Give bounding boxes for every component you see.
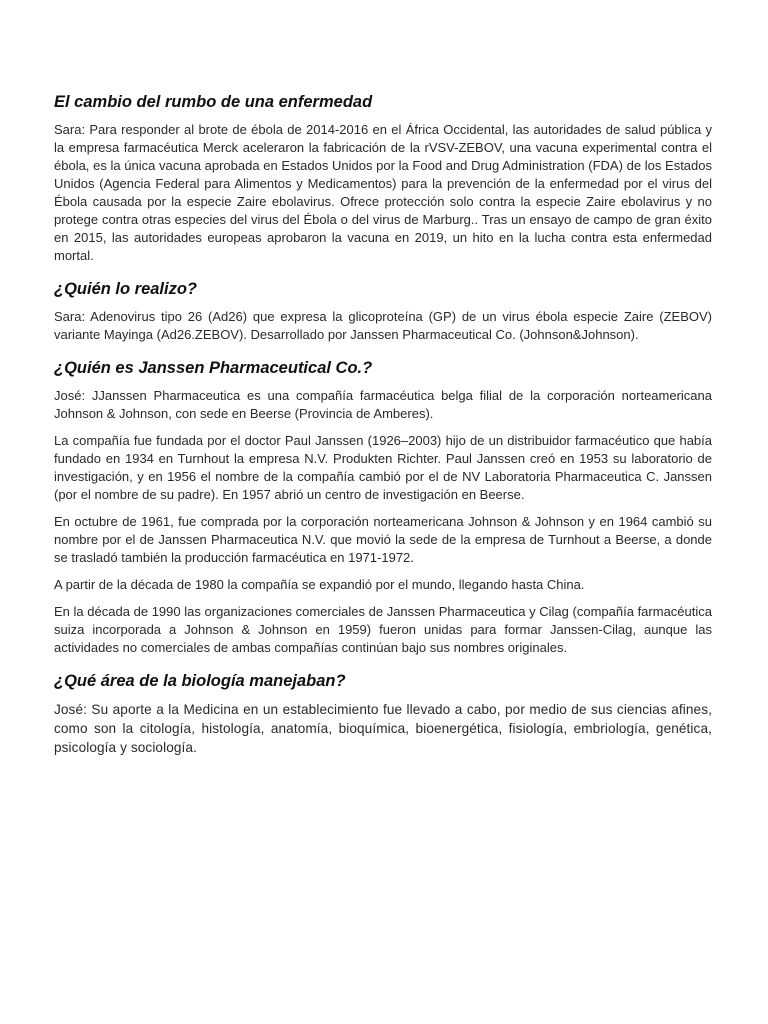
paragraph-jose-medicina: José: Su aporte a la Medicina en un establecimiento fue llevado a cabo, por medio de sus ciencias afines, como son la citología, histología, anatomía, bioquímica, bioenergética, fisiología, embriología, genética, psicología y sociología. [54,702,712,755]
paragraph-1980: A partir de la década de 1980 la compañía se expandió por el mundo, llegando hasta China. [54,577,585,592]
section-heading-area-biologia: ¿Qué área de la biología manejaban? [54,672,346,690]
section-heading-cambio-rumbo: El cambio del rumbo de una enfermedad [54,93,373,111]
paragraph-1961: En octubre de 1961, fue comprada por la corporación norteamericana Johnson & Johnson y en 1964 cambió su nombre por el de Janssen Pharmaceutica N.V. que movió la sede de la empresa de Turnhout a Beerse, a donde se trasladó también la producción farmacéutica en 1971-1972. [54,514,712,565]
paragraph-jose-janssen: José: JJanssen Pharmaceutica es una compañía farmacéutica belga filial de la corporación norteamericana Johnson & Johnson, con sede en Beerse (Provincia de Amberes). [54,388,712,421]
paragraph-sara-vacuna: Sara: Para responder al brote de ébola de 2014-2016 en el África Occidental, las autoridades de salud pública y la empresa farmacéutica Merck aceleraron la fabricación de la rVSV-ZEBOV, una vacuna experimental contra el ébola, es la única vacuna aprobada en Estados Unidos por la Food and Drug Administration (FDA) de los Estados Unidos (Agencia Federal para Alimentos y Medicamentos) para la prevención de la enfermedad por el virus del Ébola causada por la especie Zaire ebolavirus. Ofrece protección solo contra la especie Zaire ebolavirus y no protege contra otras especies del virus del Ébola o del virus de Marburg.. Tras un ensayo de campo de gran éxito en 2015, las autoridades europeas aprobaron la vacuna en 2019, un hito en la lucha contra esta enfermedad mortal. [54,122,712,263]
section-heading-quien-realizo: ¿Quién lo realizo? [54,280,198,298]
section-heading-janssen: ¿Quién es Janssen Pharmaceutical Co.? [54,359,373,377]
paragraph-sara-adenovirus: Sara: Adenovirus tipo 26 (Ad26) que expresa la glicoproteína (GP) de un virus ébola especie Zaire (ZEBOV) variante Mayinga (Ad26.ZEBOV). Desarrollado por Janssen Pharmaceutical Co. (Johnson&Johnson). [54,309,712,342]
paragraph-1990: En la década de 1990 las organizaciones comerciales de Janssen Pharmaceutica y Cilag (compañía farmacéutica suiza incorporada a Johnson & Johnson en 1959) fueron unidas para formar Janssen-Cilag, aunque las actividades no comerciales de ambas compañías continúan bajo sus nombres originales. [54,604,712,655]
document-page [54,91,712,766]
paragraph-fundacion: La compañía fue fundada por el doctor Paul Janssen (1926–2003) hijo de un distribuidor farmacéutico que había fundado en 1934 en Turnhout la empresa N.V. Produkten Richter. Paul Janssen creó en 1953 su laboratorio de investigación, y en 1956 el nombre de la compañía cambió por el de NV Laboratoria Pharmaceutica C. Janssen (por el nombre de su padre). En 1957 abrió un centro de investigación en Beerse. [54,433,712,502]
